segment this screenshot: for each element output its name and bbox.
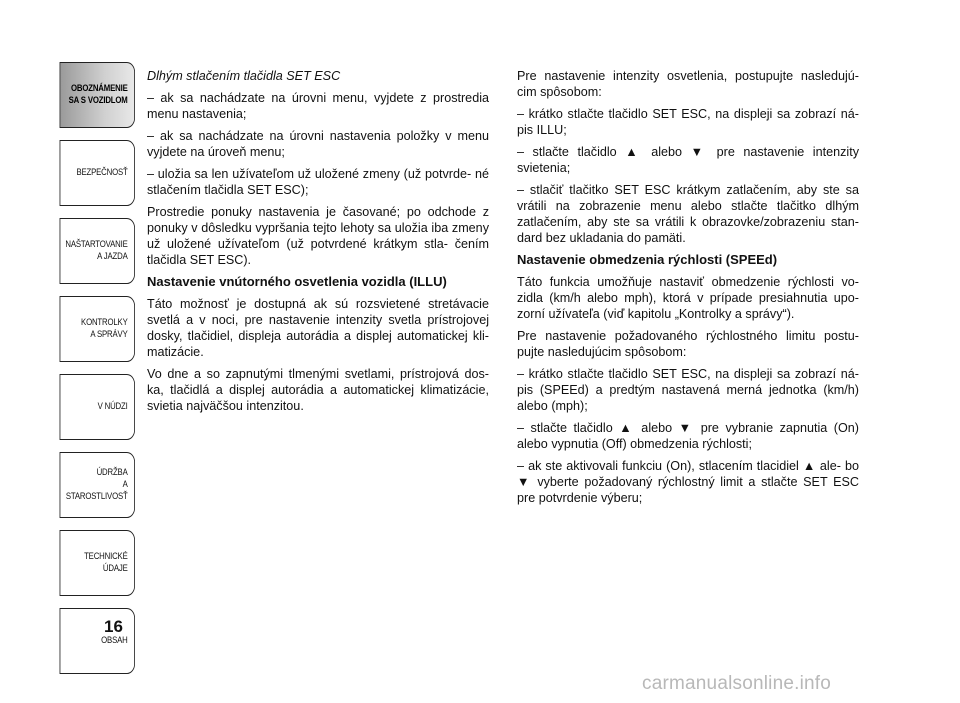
tab-label: TECHNICKÉ ÚDAJE: [84, 551, 128, 574]
tab-label: NAŠTARTOVANIE A JAZDA: [65, 239, 128, 262]
paragraph: – uložia sa len užívateľom už uložené zmeny (už potvrde- né stlačením tlačidla SET ESC);: [147, 167, 489, 197]
left-column: [147, 68, 489, 420]
paragraph: Vo dne a so zapnutými tlmenými svetlami, prístrojová dos- ka, tlačidlá a displej autorádia a automatickej klimatizácie, svietia najväčšou intenzitou.: [147, 367, 489, 413]
paragraph: Pre nastavenie intenzity osvetlenia, postupujte nasledujú- cim spôsobom:: [517, 69, 859, 99]
paragraph: – ak sa nachádzate na úrovni menu, vyjdete z prostredia menu nastavenia;: [147, 91, 489, 121]
tab-label: BEZPEČNOSŤ: [76, 167, 128, 178]
page-number: 16: [104, 617, 123, 636]
tab-kontrolky[interactable]: [60, 296, 135, 362]
section-heading: Nastavenie obmedzenia rýchlosti (SPEEd): [517, 252, 778, 267]
paragraph: – ak sa nachádzate na úrovni nastavenia položky v menu vyjdete na úroveň menu;: [147, 129, 489, 159]
paragraph: Táto funkcia umožňuje nastaviť obmedzenie rýchlosti vo- zidla (km/h alebo mph), ktorá v prípade presiahnutia upo- zorní užívateľa (viď kapitolu „Kontrolky a správy“).: [517, 275, 859, 321]
section-heading: Nastavenie vnútorného osvetlenia vozidla (ILLU): [147, 274, 447, 289]
watermark: carmanualsonline.info: [642, 673, 832, 694]
tab-label: V NÚDZI: [97, 401, 128, 412]
paragraph: Prostredie ponuky nastavenia je časované; po odchode z ponuky v dôsledku vypršania tejto lehoty sa uložia iba zmeny už uložené užívateľom (už potvrdené krátkym stla- čením tlačidla SET ESC).: [147, 205, 489, 267]
right-column: [517, 68, 859, 512]
paragraph: – ak ste aktivovali funkciu (On), stlacením tlacidiel ▲ ale- bo ▼ vyberte požadovaný rýchlostný limit a stlačte SET ESC pre potvrdenie výberu;: [517, 459, 859, 505]
paragraph: – stlačte tlačidlo ▲ alebo ▼ pre vybranie zapnutia (On) alebo vypnutia (Off) obmedzenia rýchlosti;: [517, 421, 859, 451]
tab-label: ÚDRŽBA A STAROSTLIVOSŤ: [65, 467, 128, 502]
tab-label: OBSAH: [101, 635, 128, 646]
paragraph: Pre nastavenie požadovaného rýchlostného limitu postu- pujte nasledujúcim spôsobom:: [517, 329, 859, 359]
tab-technicke-udaje[interactable]: [60, 530, 135, 596]
tab-nastartovanie[interactable]: [60, 218, 135, 284]
tab-udrzba[interactable]: [60, 452, 135, 518]
paragraph: Táto možnosť je dostupná ak sú rozsvietené stretávacie svetlá a v noci, pre nastavenie intenzity svetla prístrojovej dosky, tlačidiel, displeja autorádia a displej automatickej kli- matizácie.: [147, 297, 489, 359]
tab-label: KONTROLKY A SPRÁVY: [81, 317, 128, 340]
tab-label: OBOZNÁMENIE SA S VOZIDLOM: [68, 83, 128, 106]
paragraph: – stlačte tlačidlo ▲ alebo ▼ pre nastavenie intenzity svietenia;: [517, 145, 859, 175]
paragraph: Dlhým stlačením tlačidla SET ESC: [147, 69, 341, 83]
tab-bezpecnost[interactable]: [60, 140, 135, 206]
tab-oboznamenie[interactable]: [60, 62, 135, 128]
paragraph: – stlačiť tlačitko SET ESC krátkym zatlačením, aby ste sa vrátili na zobrazenie menu alebo stlačte tlačitko dlhým zatlačením, aby ste sa vrátili k obrazovke/zobrazeniu stan- dard bez ukladania do pamäti.: [517, 183, 859, 245]
tab-obsah[interactable]: [60, 608, 135, 674]
paragraph: – krátko stlačte tlačidlo SET ESC, na displeji sa zobrazí ná- pis (SPEEd) a predtým nastavená merná jednotka (km/h) alebo (mph);: [517, 367, 859, 413]
tab-v-nudzi[interactable]: [60, 374, 135, 440]
chapter-sidebar: [43, 62, 135, 674]
paragraph: – krátko stlačte tlačidlo SET ESC, na displeji sa zobrazí ná- pis ILLU;: [517, 107, 859, 137]
